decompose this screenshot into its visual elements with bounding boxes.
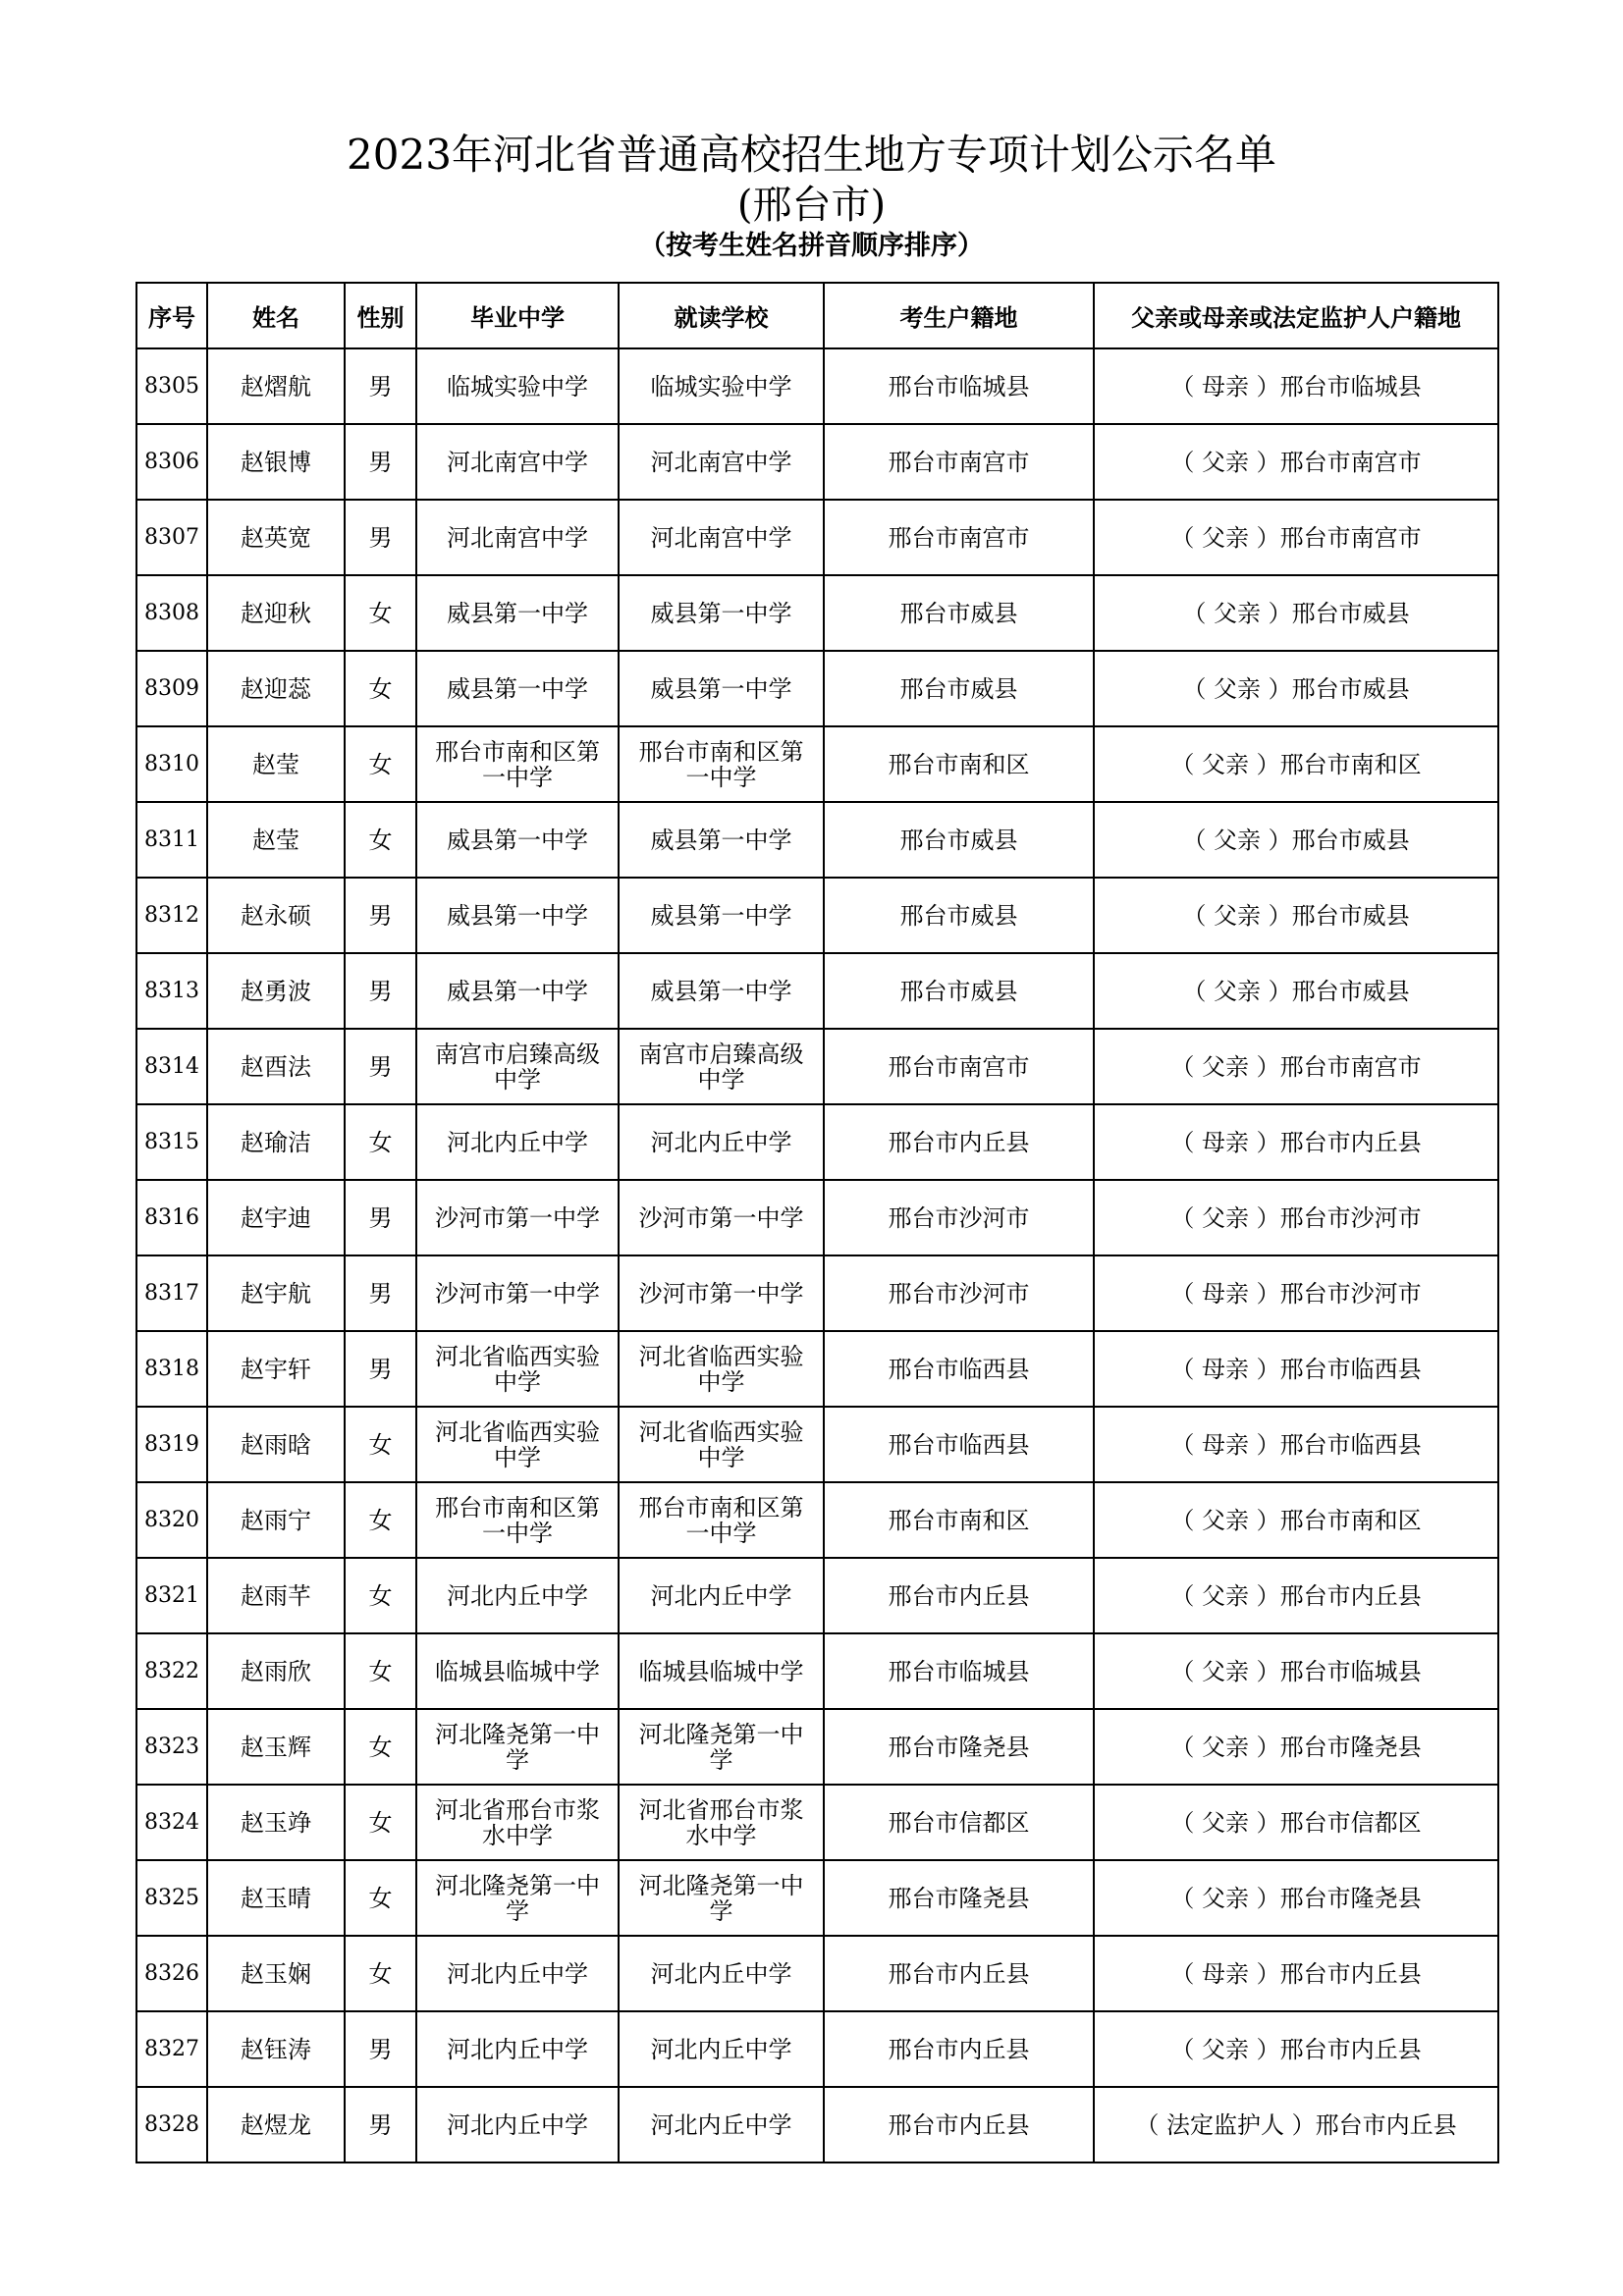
cell-index: 8319: [136, 1407, 207, 1482]
cell-name: 赵雨晗: [207, 1407, 345, 1482]
table-row: [136, 500, 1498, 575]
cell-name: 赵迎蕊: [207, 651, 345, 726]
cell-guardian-residence: （ 父亲 ）邢台市内丘县: [1094, 2011, 1498, 2087]
cell-index: 8324: [136, 1785, 207, 1860]
table-row: [136, 953, 1498, 1029]
cell-gender: 女: [345, 1407, 416, 1482]
table-row: [136, 802, 1498, 878]
cell-student-residence: 邢台市临西县: [824, 1331, 1094, 1407]
cell-gender: 女: [345, 1860, 416, 1936]
cell-student-residence: 邢台市南和区: [824, 1482, 1094, 1558]
cell-graduation-school: 威县第一中学: [416, 575, 619, 651]
cell-gender: 男: [345, 1255, 416, 1331]
cell-current-school: 河北省邢台市浆水中学: [619, 1785, 824, 1860]
cell-student-residence: 邢台市威县: [824, 651, 1094, 726]
cell-guardian-residence: （ 父亲 ）邢台市信都区: [1094, 1785, 1498, 1860]
cell-name: 赵煜龙: [207, 2087, 345, 2163]
cell-guardian-residence: （ 父亲 ）邢台市威县: [1094, 878, 1498, 953]
cell-gender: 男: [345, 1029, 416, 1104]
cell-gender: 男: [345, 1331, 416, 1407]
cell-index: 8321: [136, 1558, 207, 1633]
table-body: [136, 348, 1498, 2163]
cell-current-school: 河北南宫中学: [619, 500, 824, 575]
cell-index: 8313: [136, 953, 207, 1029]
cell-name: 赵宇迪: [207, 1180, 345, 1255]
cell-current-school: 邢台市南和区第一中学: [619, 726, 824, 802]
cell-name: 赵雨芊: [207, 1558, 345, 1633]
cell-gender: 女: [345, 1558, 416, 1633]
cell-student-residence: 邢台市沙河市: [824, 1180, 1094, 1255]
cell-index: 8327: [136, 2011, 207, 2087]
cell-graduation-school: 南宫市启臻高级中学: [416, 1029, 619, 1104]
cell-name: 赵永硕: [207, 878, 345, 953]
cell-name: 赵银博: [207, 424, 345, 500]
cell-name: 赵酉法: [207, 1029, 345, 1104]
cell-index: 8325: [136, 1860, 207, 1936]
cell-student-residence: 邢台市内丘县: [824, 1936, 1094, 2011]
cell-guardian-residence: （ 母亲 ）邢台市内丘县: [1094, 1104, 1498, 1180]
cell-index: 8311: [136, 802, 207, 878]
cell-student-residence: 邢台市隆尧县: [824, 1709, 1094, 1785]
cell-student-residence: 邢台市内丘县: [824, 1558, 1094, 1633]
cell-guardian-residence: （ 母亲 ）邢台市沙河市: [1094, 1255, 1498, 1331]
cell-student-residence: 邢台市信都区: [824, 1785, 1094, 1860]
table-row: [136, 424, 1498, 500]
cell-guardian-residence: （ 父亲 ）邢台市内丘县: [1094, 1558, 1498, 1633]
cell-student-residence: 邢台市临城县: [824, 1633, 1094, 1709]
cell-gender: 男: [345, 2087, 416, 2163]
cell-name: 赵勇波: [207, 953, 345, 1029]
cell-student-residence: 邢台市临西县: [824, 1407, 1094, 1482]
table-row: [136, 1104, 1498, 1180]
table-row: [136, 1633, 1498, 1709]
table-row: [136, 878, 1498, 953]
cell-current-school: 临城县临城中学: [619, 1633, 824, 1709]
cell-guardian-residence: （ 父亲 ）邢台市南宫市: [1094, 424, 1498, 500]
cell-student-residence: 邢台市威县: [824, 575, 1094, 651]
cell-graduation-school: 河北内丘中学: [416, 1104, 619, 1180]
table-row: [136, 1331, 1498, 1407]
table-row: [136, 2087, 1498, 2163]
cell-current-school: 河北内丘中学: [619, 2087, 824, 2163]
cell-guardian-residence: （ 父亲 ）邢台市沙河市: [1094, 1180, 1498, 1255]
sort-note: （按考生姓名拼音顺序排序）: [639, 231, 984, 261]
cell-gender: 男: [345, 1180, 416, 1255]
cell-student-residence: 邢台市沙河市: [824, 1255, 1094, 1331]
cell-index: 8305: [136, 348, 207, 424]
cell-graduation-school: 威县第一中学: [416, 802, 619, 878]
cell-student-residence: 邢台市隆尧县: [824, 1860, 1094, 1936]
cell-index: 8309: [136, 651, 207, 726]
header-current-school: 就读学校: [619, 283, 824, 348]
cell-name: 赵英宽: [207, 500, 345, 575]
cell-gender: 男: [345, 424, 416, 500]
cell-graduation-school: 河北省临西实验中学: [416, 1407, 619, 1482]
cell-guardian-residence: （ 父亲 ）邢台市威县: [1094, 575, 1498, 651]
cell-guardian-residence: （ 父亲 ）邢台市南和区: [1094, 1482, 1498, 1558]
cell-current-school: 南宫市启臻高级中学: [619, 1029, 824, 1104]
table-row: [136, 1709, 1498, 1785]
cell-graduation-school: 河北隆尧第一中学: [416, 1709, 619, 1785]
cell-current-school: 河北隆尧第一中学: [619, 1709, 824, 1785]
cell-student-residence: 邢台市威县: [824, 953, 1094, 1029]
cell-gender: 女: [345, 1633, 416, 1709]
cell-graduation-school: 河北内丘中学: [416, 1558, 619, 1633]
cell-current-school: 威县第一中学: [619, 802, 824, 878]
cell-guardian-residence: （ 父亲 ）邢台市威县: [1094, 802, 1498, 878]
cell-index: 8315: [136, 1104, 207, 1180]
cell-index: 8326: [136, 1936, 207, 2011]
page-title: 2023年河北省普通高校招生地方专项计划公示名单: [347, 131, 1276, 179]
admission-list-table: [135, 282, 1499, 2163]
header-gender: 性别: [345, 283, 416, 348]
cell-guardian-residence: （ 父亲 ）邢台市南和区: [1094, 726, 1498, 802]
cell-graduation-school: 河北内丘中学: [416, 2087, 619, 2163]
cell-guardian-residence: （ 父亲 ）邢台市南宫市: [1094, 500, 1498, 575]
cell-current-school: 威县第一中学: [619, 651, 824, 726]
cell-name: 赵瑜洁: [207, 1104, 345, 1180]
cell-guardian-residence: （ 母亲 ）邢台市内丘县: [1094, 1936, 1498, 2011]
cell-graduation-school: 河北省临西实验中学: [416, 1331, 619, 1407]
cell-current-school: 河北隆尧第一中学: [619, 1860, 824, 1936]
cell-gender: 男: [345, 500, 416, 575]
header-name: 姓名: [207, 283, 345, 348]
cell-current-school: 临城实验中学: [619, 348, 824, 424]
cell-student-residence: 邢台市内丘县: [824, 2011, 1094, 2087]
cell-graduation-school: 河北内丘中学: [416, 2011, 619, 2087]
header-student-residence: 考生户籍地: [824, 283, 1094, 348]
cell-index: 8310: [136, 726, 207, 802]
cell-graduation-school: 威县第一中学: [416, 878, 619, 953]
cell-guardian-residence: （ 父亲 ）邢台市隆尧县: [1094, 1860, 1498, 1936]
cell-student-residence: 邢台市威县: [824, 802, 1094, 878]
cell-index: 8318: [136, 1331, 207, 1407]
cell-student-residence: 邢台市南宫市: [824, 500, 1094, 575]
cell-name: 赵雨欣: [207, 1633, 345, 1709]
cell-gender: 女: [345, 1482, 416, 1558]
cell-student-residence: 邢台市威县: [824, 878, 1094, 953]
cell-guardian-residence: （ 母亲 ）邢台市临西县: [1094, 1331, 1498, 1407]
cell-graduation-school: 沙河市第一中学: [416, 1255, 619, 1331]
cell-gender: 女: [345, 1936, 416, 2011]
cell-name: 赵宇航: [207, 1255, 345, 1331]
table-row: [136, 1407, 1498, 1482]
cell-current-school: 河北南宫中学: [619, 424, 824, 500]
cell-guardian-residence: （ 母亲 ）邢台市临城县: [1094, 348, 1498, 424]
header-index: 序号: [136, 283, 207, 348]
table-row: [136, 1558, 1498, 1633]
cell-gender: 女: [345, 1104, 416, 1180]
table-row: [136, 726, 1498, 802]
cell-graduation-school: 威县第一中学: [416, 953, 619, 1029]
cell-current-school: 河北省临西实验中学: [619, 1331, 824, 1407]
header-guardian-residence: 父亲或母亲或法定监护人户籍地: [1094, 283, 1498, 348]
table-row: [136, 1785, 1498, 1860]
cell-gender: 男: [345, 348, 416, 424]
cell-name: 赵钰涛: [207, 2011, 345, 2087]
cell-current-school: 河北内丘中学: [619, 1558, 824, 1633]
cell-graduation-school: 河北省邢台市浆水中学: [416, 1785, 619, 1860]
cell-current-school: 威县第一中学: [619, 878, 824, 953]
cell-index: 8314: [136, 1029, 207, 1104]
cell-student-residence: 邢台市内丘县: [824, 2087, 1094, 2163]
cell-guardian-residence: （ 父亲 ）邢台市威县: [1094, 651, 1498, 726]
cell-student-residence: 邢台市南和区: [824, 726, 1094, 802]
cell-gender: 女: [345, 1709, 416, 1785]
cell-name: 赵玉竫: [207, 1785, 345, 1860]
cell-guardian-residence: （ 法定监护人 ）邢台市内丘县: [1094, 2087, 1498, 2163]
cell-name: 赵莹: [207, 726, 345, 802]
cell-index: 8308: [136, 575, 207, 651]
cell-graduation-school: 临城实验中学: [416, 348, 619, 424]
cell-name: 赵迎秋: [207, 575, 345, 651]
cell-index: 8322: [136, 1633, 207, 1709]
cell-current-school: 河北内丘中学: [619, 2011, 824, 2087]
cell-name: 赵宇轩: [207, 1331, 345, 1407]
cell-index: 8316: [136, 1180, 207, 1255]
cell-guardian-residence: （ 父亲 ）邢台市临城县: [1094, 1633, 1498, 1709]
table-row: [136, 1482, 1498, 1558]
page-subtitle-city: (邢台市): [736, 183, 887, 228]
cell-gender: 男: [345, 878, 416, 953]
cell-current-school: 威县第一中学: [619, 953, 824, 1029]
cell-guardian-residence: （ 父亲 ）邢台市威县: [1094, 953, 1498, 1029]
cell-index: 8328: [136, 2087, 207, 2163]
cell-graduation-school: 河北隆尧第一中学: [416, 1860, 619, 1936]
table-row: [136, 1029, 1498, 1104]
cell-gender: 男: [345, 2011, 416, 2087]
table-row: [136, 575, 1498, 651]
cell-name: 赵玉晴: [207, 1860, 345, 1936]
table-row: [136, 348, 1498, 424]
cell-index: 8317: [136, 1255, 207, 1331]
cell-graduation-school: 威县第一中学: [416, 651, 619, 726]
cell-current-school: 沙河市第一中学: [619, 1255, 824, 1331]
cell-current-school: 邢台市南和区第一中学: [619, 1482, 824, 1558]
cell-gender: 女: [345, 1785, 416, 1860]
cell-current-school: 沙河市第一中学: [619, 1180, 824, 1255]
cell-graduation-school: 河北南宫中学: [416, 424, 619, 500]
table-row: [136, 2011, 1498, 2087]
cell-index: 8312: [136, 878, 207, 953]
header-graduation-school: 毕业中学: [416, 283, 619, 348]
cell-name: 赵雨宁: [207, 1482, 345, 1558]
cell-guardian-residence: （ 父亲 ）邢台市南宫市: [1094, 1029, 1498, 1104]
cell-gender: 女: [345, 575, 416, 651]
cell-guardian-residence: （ 父亲 ）邢台市隆尧县: [1094, 1709, 1498, 1785]
cell-index: 8307: [136, 500, 207, 575]
table-row: [136, 1255, 1498, 1331]
cell-gender: 女: [345, 651, 416, 726]
cell-guardian-residence: （ 母亲 ）邢台市临西县: [1094, 1407, 1498, 1482]
cell-student-residence: 邢台市南宫市: [824, 424, 1094, 500]
cell-index: 8323: [136, 1709, 207, 1785]
table-row: [136, 651, 1498, 726]
cell-gender: 女: [345, 802, 416, 878]
cell-graduation-school: 河北内丘中学: [416, 1936, 619, 2011]
cell-current-school: 威县第一中学: [619, 575, 824, 651]
cell-graduation-school: 河北南宫中学: [416, 500, 619, 575]
cell-student-residence: 邢台市临城县: [824, 348, 1094, 424]
cell-student-residence: 邢台市内丘县: [824, 1104, 1094, 1180]
table-row: [136, 1180, 1498, 1255]
cell-current-school: 河北内丘中学: [619, 1104, 824, 1180]
cell-graduation-school: 临城县临城中学: [416, 1633, 619, 1709]
cell-graduation-school: 沙河市第一中学: [416, 1180, 619, 1255]
cell-name: 赵莹: [207, 802, 345, 878]
cell-graduation-school: 邢台市南和区第一中学: [416, 1482, 619, 1558]
cell-graduation-school: 邢台市南和区第一中学: [416, 726, 619, 802]
cell-index: 8320: [136, 1482, 207, 1558]
cell-name: 赵玉辉: [207, 1709, 345, 1785]
cell-gender: 男: [345, 953, 416, 1029]
cell-name: 赵玉娴: [207, 1936, 345, 2011]
table-row: [136, 1860, 1498, 1936]
cell-current-school: 河北内丘中学: [619, 1936, 824, 2011]
table-row: [136, 1936, 1498, 2011]
cell-current-school: 河北省临西实验中学: [619, 1407, 824, 1482]
table-header-row: [136, 283, 1498, 348]
cell-student-residence: 邢台市南宫市: [824, 1029, 1094, 1104]
cell-index: 8306: [136, 424, 207, 500]
cell-name: 赵熠航: [207, 348, 345, 424]
cell-gender: 女: [345, 726, 416, 802]
